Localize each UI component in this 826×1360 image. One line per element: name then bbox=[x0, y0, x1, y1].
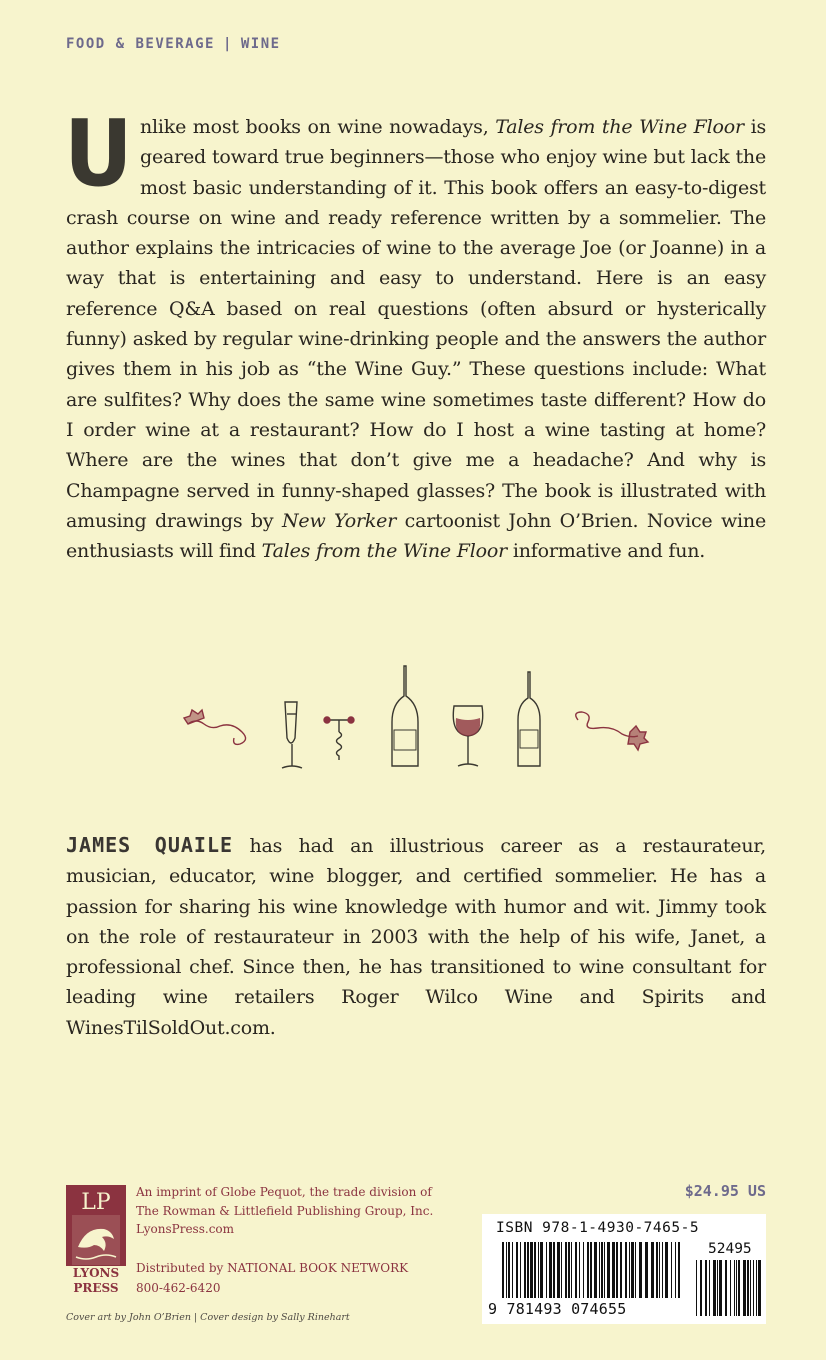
addon-bar bbox=[717, 1260, 718, 1316]
author-name: JAMES QUAILE bbox=[66, 833, 234, 857]
ean-number: 9 781493 074655 bbox=[488, 1300, 627, 1318]
blurb-text-2: is geared toward true beginners—those who enjoy wine but lack the most basic understanding of it. This book offers an easy-to-digest crash course on wine and ready reference written by a sommelier. The author explains the intricacies of wine to the average Joe (or Joanne) in a way that is entertaining and easy to understand. Here is an easy reference Q&A based on real questions (often absurd or hysterically funny) asked by regular wine-drinking people and the answers the author gives them in his job as “the Wine Guy.” These questions include: What are sulfites? Why does the same wine sometimes taste different? How do I order wine at a restaurant? How do I host a wine tasting at home? Where are the wines that don’t give me a headache? And why is Champagne served in funny-shaped glasses? The book is illustrated with amusing drawings by bbox=[66, 116, 766, 532]
barcode-bar bbox=[620, 1242, 622, 1298]
addon-bar bbox=[736, 1260, 737, 1316]
vine-swirl-icon bbox=[576, 712, 648, 750]
isbn-number: ISBN 978-1-4930-7465-5 bbox=[496, 1220, 700, 1236]
barcode-bar bbox=[502, 1242, 504, 1298]
subcategory-label: WINE bbox=[240, 36, 281, 52]
publisher-info bbox=[136, 1183, 476, 1239]
author-bio bbox=[66, 830, 766, 1043]
blurb-text-4: informative and fun. bbox=[507, 540, 706, 563]
distributor-phone: 800-462-6420 bbox=[136, 1281, 221, 1295]
barcode-bar bbox=[631, 1242, 634, 1298]
barcode-bar bbox=[553, 1242, 555, 1298]
barcode-bar bbox=[571, 1242, 572, 1298]
barcode-bar bbox=[665, 1242, 668, 1298]
barcode-bar bbox=[530, 1242, 533, 1298]
publisher-website: LyonsPress.com bbox=[136, 1222, 235, 1236]
category-header bbox=[66, 36, 281, 52]
wine-ornament bbox=[180, 662, 650, 774]
addon-bar bbox=[758, 1260, 761, 1316]
barcode-bar bbox=[635, 1242, 636, 1298]
addon-bar bbox=[700, 1260, 702, 1316]
barcode-bar bbox=[568, 1242, 570, 1298]
barcode-bar bbox=[594, 1242, 597, 1298]
addon-bar bbox=[756, 1260, 757, 1316]
publisher-line-2: The Rowman & Littlefield Publishing Group, Inc. bbox=[136, 1203, 434, 1218]
addon-bar bbox=[696, 1260, 697, 1316]
barcode-bar bbox=[612, 1242, 615, 1298]
barcode-bar bbox=[540, 1242, 543, 1298]
barcode-bar bbox=[565, 1242, 567, 1298]
drop-cap: U bbox=[64, 100, 133, 207]
addon-bar bbox=[719, 1260, 722, 1316]
wine-bottle-icon bbox=[392, 666, 418, 766]
barcode-bar bbox=[512, 1242, 513, 1298]
barcode-bar bbox=[599, 1242, 600, 1298]
barcode-bar bbox=[579, 1242, 580, 1298]
barcode-bar bbox=[678, 1242, 680, 1298]
addon-bar bbox=[709, 1260, 710, 1316]
barcode-bar bbox=[506, 1242, 507, 1298]
barcode-bar bbox=[546, 1242, 547, 1298]
wine-bottle-icon bbox=[518, 672, 540, 766]
blurb-text-3: cartoonist John O’Brien. Novice wine enthusiasts will find bbox=[66, 509, 766, 563]
publisher-line-1: An imprint of Globe Pequot, the trade division of bbox=[136, 1185, 432, 1199]
vine-swirl-icon bbox=[184, 710, 246, 744]
barcode-bar bbox=[583, 1242, 584, 1298]
category-separator: | bbox=[222, 36, 233, 52]
addon-bar bbox=[738, 1260, 740, 1316]
champagne-flute-icon bbox=[282, 702, 302, 768]
barcode-bar bbox=[538, 1242, 539, 1298]
barcode-bar bbox=[557, 1242, 560, 1298]
distributor-line: Distributed by NATIONAL BOOK NETWORK bbox=[136, 1261, 409, 1275]
barcode-bar bbox=[590, 1242, 592, 1298]
barcode-bar bbox=[524, 1242, 526, 1298]
logo-monogram: LP bbox=[81, 1190, 111, 1215]
addon-bar bbox=[750, 1260, 751, 1316]
logo-text-press: PRESS bbox=[73, 1281, 119, 1295]
addon-bar bbox=[705, 1260, 707, 1316]
barcode-bar bbox=[549, 1242, 552, 1298]
corkscrew-icon bbox=[324, 717, 354, 760]
barcode-bar bbox=[527, 1242, 529, 1298]
price-addon-number: 52495 bbox=[708, 1241, 752, 1257]
price-label: $24.95 US bbox=[684, 1182, 766, 1200]
barcode-bar bbox=[607, 1242, 610, 1298]
isbn-barcode bbox=[482, 1214, 766, 1324]
barcode-bar bbox=[656, 1242, 658, 1298]
cover-credits: Cover art by John O’Brien | Cover design by Sally Rinehart bbox=[66, 1312, 350, 1323]
barcode-bar bbox=[629, 1242, 630, 1298]
barcode-bar bbox=[601, 1242, 603, 1298]
barcode-bar bbox=[659, 1242, 660, 1298]
barcode-bar bbox=[520, 1242, 521, 1298]
distributor-info bbox=[136, 1258, 476, 1298]
barcode-bar bbox=[561, 1242, 562, 1298]
addon-bar bbox=[734, 1260, 735, 1316]
barcode-bar bbox=[516, 1242, 518, 1298]
barcode-bar bbox=[604, 1242, 605, 1298]
barcode-bar bbox=[645, 1242, 648, 1298]
barcode-bar bbox=[575, 1242, 577, 1298]
addon-bar bbox=[743, 1260, 746, 1316]
author-bio-text: has had an illustrious career as a restaurateur, musician, educator, wine blogger, and certified sommelier. He has a passion for sharing his wine knowledge with humor and wit. Jimmy took on the role of restaurateur in 2003 with the help of his wife, Janet, a professional chef. Since then, he has transitioned to wine consultant for leading wine retailers Roger Wilco Wine and Spirits and WinesTilSoldOut.com. bbox=[66, 835, 766, 1039]
addon-bar bbox=[747, 1260, 749, 1316]
barcode-bar bbox=[587, 1242, 589, 1298]
barcode-bar bbox=[639, 1242, 642, 1298]
book-title-italic: Tales from the Wine Floor bbox=[495, 116, 744, 138]
barcode-bar bbox=[675, 1242, 676, 1298]
barcode-bar bbox=[508, 1242, 510, 1298]
addon-bar bbox=[730, 1260, 731, 1316]
logo-text-lyons: LYONS bbox=[72, 1266, 120, 1280]
category-label: FOOD & BEVERAGE bbox=[66, 36, 215, 52]
barcode-bar bbox=[534, 1242, 536, 1298]
blurb-text-1: nlike most books on wine nowadays, bbox=[140, 116, 496, 138]
logo-wordmark bbox=[66, 1266, 126, 1296]
barcode-bar bbox=[616, 1242, 618, 1298]
barcode-bar bbox=[651, 1242, 654, 1298]
barcode-bar bbox=[625, 1242, 627, 1298]
addon-bar bbox=[725, 1260, 727, 1316]
wine-glass-icon bbox=[453, 706, 482, 766]
book-description bbox=[64, 100, 766, 566]
book-title-italic: Tales from the Wine Floor bbox=[261, 540, 508, 563]
barcode-bar bbox=[671, 1242, 672, 1298]
barcode-bar bbox=[662, 1242, 663, 1298]
magazine-italic: New Yorker bbox=[281, 509, 397, 532]
addon-bar bbox=[753, 1260, 754, 1316]
addon-bar bbox=[713, 1260, 716, 1316]
